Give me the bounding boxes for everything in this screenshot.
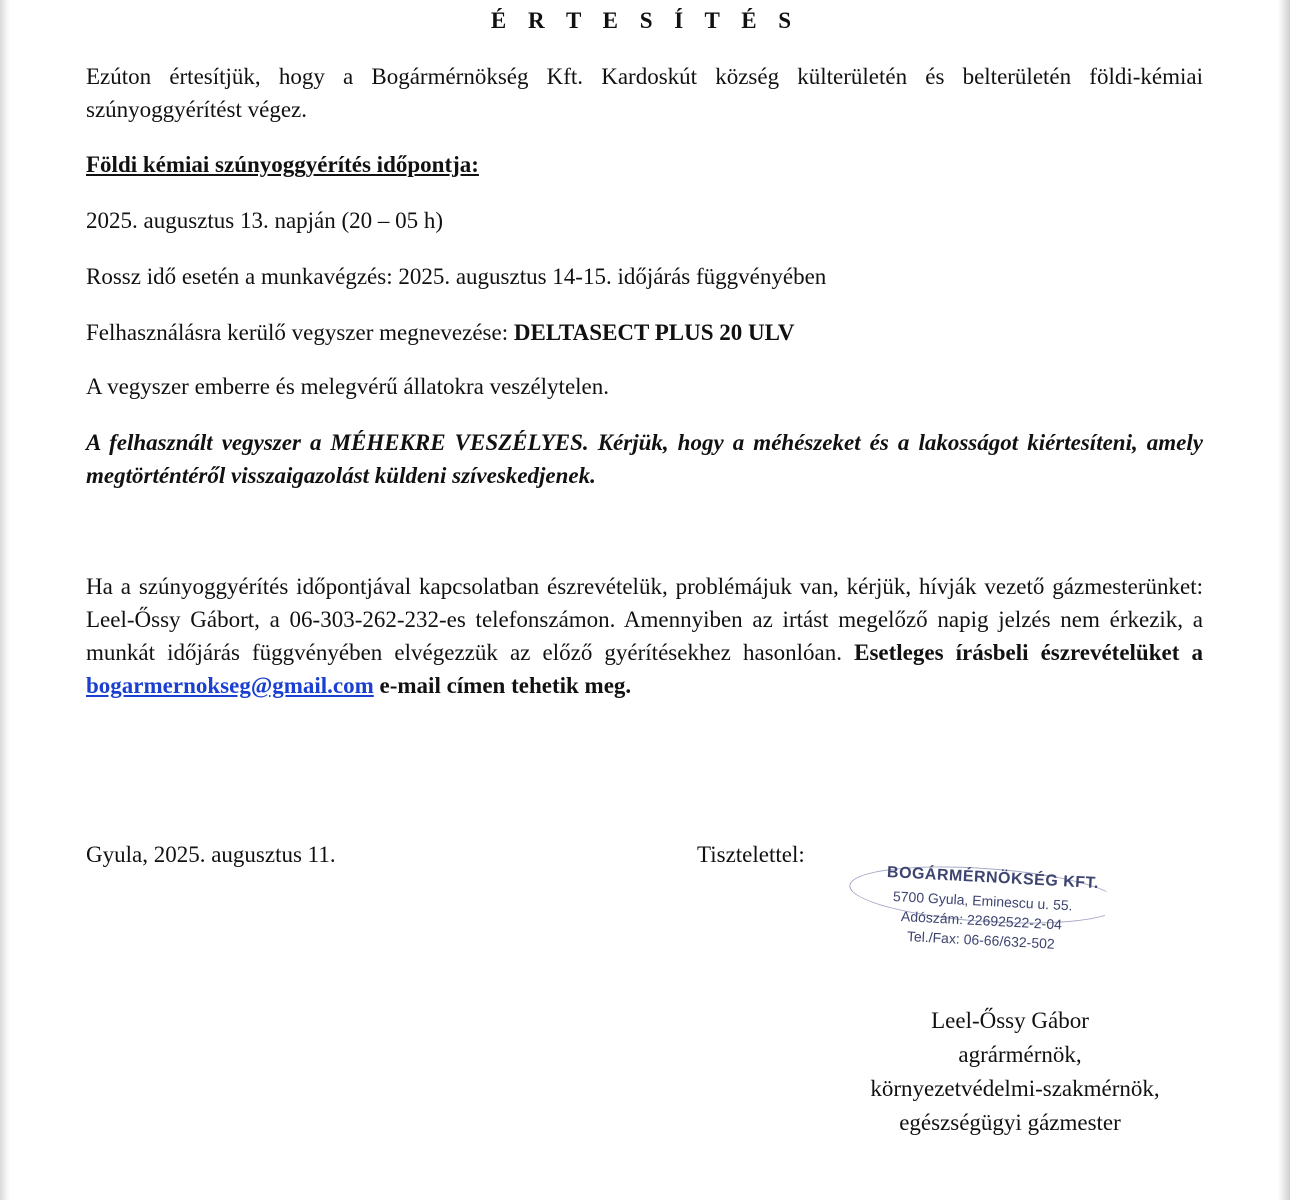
stamp-company: BOGÁRMÉRNÖKSÉG KFT. — [886, 864, 1100, 893]
safety-line: A vegyszer emberre és melegvérű állatokra veszélytelen. — [86, 374, 610, 399]
schedule-heading: Földi kémiai szúnyoggyérítés időpontja: — [86, 152, 479, 177]
intro-paragraph: Ezúton értesítjük, hogy a Bogármérnökség Kft. Kardoskút község külterületén és belterületén földi-kémiai szúnyoggyérítést végez. — [86, 64, 1203, 122]
signature-name: Leel-Őssy Gábor — [931, 1008, 1089, 1033]
chemical-line — [86, 316, 794, 349]
stamp-phone: Tel./Fax: 06-66/632-502 — [906, 928, 1056, 952]
page-edge-right — [1278, 0, 1290, 1200]
signature-title-1: agrármérnök, — [958, 1042, 1082, 1067]
chemical-label: Felhasználásra kerülő vegyszer megnevezése: — [86, 320, 514, 345]
signature-title-3: egészségügyi gázmester — [899, 1110, 1121, 1135]
chemical-name: DELTASECT PLUS 20 ULV — [513, 320, 795, 345]
contact-paragraph — [86, 570, 1203, 702]
regards: Tisztelettel: — [697, 842, 805, 867]
written-prefix: Esetleges írásbeli észrevételüket a — [854, 640, 1203, 665]
written-suffix: e-mail címen tehetik meg. — [373, 673, 632, 698]
place-date: Gyula, 2025. augusztus 11. — [86, 842, 336, 867]
bee-warning: A felhasznált vegyszer a MÉHEKRE VESZÉLYES. Kérjük, hogy a méhészeket és a lakosságot kiértesíteni, amely megtörténtéről visszaigazolást küldeni szíveskedjenek. — [86, 430, 1203, 488]
contact-text: Ha a szúnyoggyérítés időpontjával kapcsolatban észrevételük, problémájuk van, kérjük, hívják vezető gázmesterünket: Leel-Őssy Gábort, a 06-303-262-232-es telefonszámon. Amennyiben az irtást megelőző napig jelzés nem érkezik, a munkát időjárás függvényében elvégezzük az előző gyérítésekhez hasonlóan. — [86, 574, 1203, 665]
page-edge-left — [0, 0, 10, 1200]
company-stamp — [845, 858, 1145, 968]
email-link[interactable]: bogarmernokseg@gmail.com — [86, 673, 374, 698]
stamp-address: 5700 Gyula, Eminescu u. 55. — [892, 888, 1073, 914]
date-line: 2025. augusztus 13. napján (20 – 05 h) — [86, 208, 444, 233]
stamp-tax-number: Adószám: 22692522-2-04 — [900, 908, 1063, 933]
document-title: É R T E S Í T É S — [490, 8, 800, 33]
signature-title-2: környezetvédelmi-szakmérnök, — [870, 1076, 1160, 1101]
bad-weather-line: Rossz idő esetén a munkavégzés: 2025. augusztus 14-15. időjárás függvényében — [86, 264, 827, 289]
